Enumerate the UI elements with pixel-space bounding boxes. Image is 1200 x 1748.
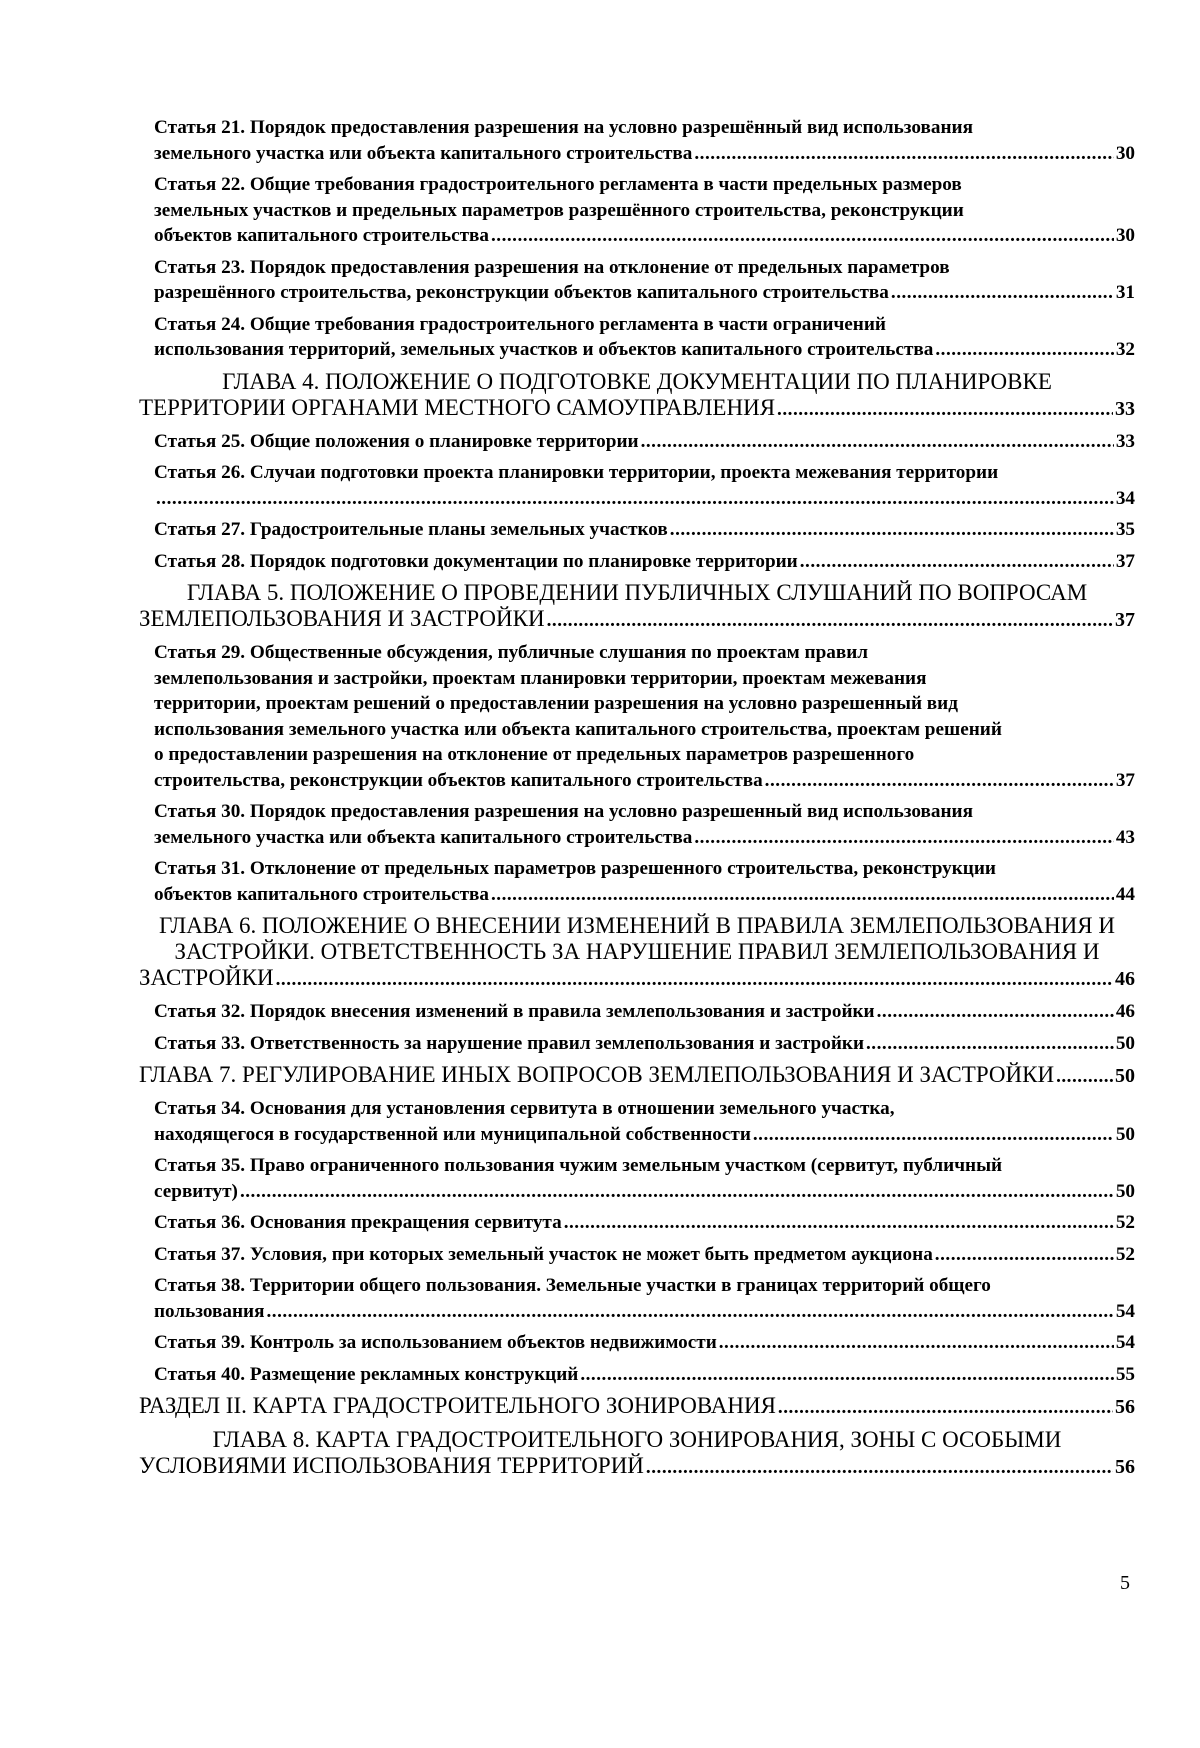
toc-page-number: 55: [1115, 1363, 1135, 1385]
toc-article-entry[interactable]: [139, 1330, 1135, 1356]
toc-entry-line: Статья 38. Территории общего пользования. Земельные участки в границах территорий общего: [154, 1275, 991, 1296]
toc-article-entry[interactable]: [139, 1210, 1135, 1236]
toc-entry-line: Статья 21. Порядок предоставления разрешения на условно разрешённый вид использования: [154, 117, 973, 138]
toc-entry-last-line: [154, 223, 1135, 249]
toc-entry-last-line: [154, 280, 1135, 306]
toc-page-number: 32: [1115, 339, 1135, 360]
toc-page-number: 37: [1115, 609, 1135, 631]
toc-entry-line: о предоставлении разрешения на отклонение от предельных параметров разрешенного: [154, 744, 915, 765]
toc-entry-title: Статья 37. Условия, при которых земельный участок не может быть предметом аукциона: [154, 1243, 933, 1265]
dot-leader: [935, 1242, 1114, 1268]
toc-article-entry[interactable]: [139, 1362, 1135, 1388]
toc-page-number: 54: [1115, 1300, 1135, 1322]
toc-entry-last-line: [139, 606, 1135, 634]
dot-leader: [800, 549, 1114, 575]
toc-page-number: 44: [1115, 883, 1135, 905]
dot-leader: [694, 825, 1113, 851]
toc-article-entry[interactable]: [139, 549, 1135, 575]
toc-article-entry[interactable]: [139, 799, 1135, 850]
toc-entry-line: ЗАСТРОЙКИ. ОТВЕТСТВЕННОСТЬ ЗА НАРУШЕНИЕ ПРАВИЛ ЗЕМЛЕПОЛЬЗОВАНИЯ И: [174, 939, 1100, 964]
toc-entry-line: Статья 31. Отклонение от предельных параметров разрешенного строительства, реконструкции: [154, 858, 996, 879]
dot-leader: [866, 1031, 1114, 1057]
toc-page-number: 52: [1115, 1243, 1135, 1265]
toc-entry-last-line: [154, 1299, 1135, 1325]
dot-leader: [765, 768, 1114, 794]
toc-entry-last-line: [139, 1393, 1135, 1421]
toc-page-number: 56: [1115, 1396, 1135, 1418]
toc-entry-line: Статья 30. Порядок предоставления разрешения на условно разрешенный вид использования: [154, 801, 973, 822]
toc-article-entry[interactable]: [139, 856, 1135, 907]
toc-page-number: 31: [1115, 282, 1135, 303]
page-number: 5: [1120, 1572, 1130, 1594]
toc-entry-title: Статья 28. Порядок подготовки документации по планировке территории: [154, 550, 798, 572]
toc-entry-line: использования земельного участка или объекта капитального строительства, проектам решений: [154, 718, 1002, 740]
toc-entry-last-line: [139, 1062, 1135, 1090]
toc-entry-last-line: [154, 429, 1135, 455]
toc-entry-last-line: [154, 141, 1135, 167]
toc-entry-title: земельного участка или объекта капитального строительства: [154, 826, 693, 848]
toc-entry-line: территории, проектам решений о предоставлении разрешения на условно разрешенный вид: [154, 693, 958, 714]
toc-entry-last-line: [154, 1362, 1135, 1388]
toc-entry-title: объектов капитального строительства: [154, 883, 489, 905]
toc-page-number: 30: [1115, 225, 1135, 246]
toc-entry-title: разрешённого строительства, реконструкции объектов капитального строительства: [154, 282, 889, 303]
toc-entry-title: Статья 32. Порядок внесения изменений в правила землепользования и застройки: [154, 1001, 875, 1022]
dot-leader: [753, 1122, 1114, 1148]
toc-article-entry[interactable]: [139, 640, 1135, 793]
toc-page-number: 34: [1115, 487, 1135, 509]
toc-entry-line: Статья 26. Случаи подготовки проекта планировки территории, проекта межевания территории: [154, 462, 999, 483]
toc-entry-last-line: [139, 395, 1135, 423]
toc-entry-title: объектов капитального строительства: [154, 225, 489, 246]
toc-entry-last-line: [139, 965, 1135, 993]
toc-entry-title: РАЗДЕЛ II. КАРТА ГРАДОСТРОИТЕЛЬНОГО ЗОНИРОВАНИЯ: [139, 1393, 776, 1418]
toc-page-number: 33: [1115, 397, 1135, 420]
dot-leader: [935, 337, 1113, 363]
toc-entry-title: ЗЕМЛЕПОЛЬЗОВАНИЯ И ЗАСТРОЙКИ: [139, 606, 545, 631]
toc-entry-last-line: [154, 517, 1135, 543]
toc-chapter-entry[interactable]: [139, 1393, 1135, 1421]
toc-entry-line: Статья 34. Основания для установления сервитута в отношении земельного участка,: [154, 1098, 895, 1119]
toc-entry-line: Статья 24. Общие требования градостроительного регламента в части ограничений: [154, 313, 886, 335]
dot-leader: [564, 1210, 1114, 1236]
table-of-contents: [139, 115, 1135, 1487]
toc-entry-last-line: [154, 1210, 1135, 1236]
dot-leader: [547, 608, 1113, 634]
toc-page-number: 33: [1115, 430, 1135, 452]
toc-article-entry[interactable]: [139, 1153, 1135, 1204]
dot-leader: [240, 1179, 1114, 1205]
dot-leader: [646, 1455, 1113, 1481]
dot-leader: [694, 141, 1113, 167]
toc-entry-title: ТЕРРИТОРИИ ОРГАНАМИ МЕСТНОГО САМОУПРАВЛЕНИЯ: [139, 394, 776, 420]
toc-entry-line: Статья 35. Право ограниченного пользования чужим земельным участком (сервитут, публичный: [154, 1155, 1003, 1176]
toc-entry-line: Статья 23. Порядок предоставления разрешения на отклонение от предельных параметров: [154, 256, 950, 278]
dot-leader: [670, 517, 1114, 543]
toc-entry-last-line: [154, 825, 1135, 851]
toc-page-number: 37: [1115, 769, 1135, 791]
toc-entry-line: Статья 22. Общие требования градостроительного регламента в части предельных размеров: [154, 174, 962, 195]
toc-article-entry[interactable]: [139, 312, 1135, 363]
toc-entry-title: пользования: [154, 1300, 265, 1322]
dot-leader: [778, 1395, 1113, 1421]
toc-entry-line: земельных участков и предельных параметров разрешённого строительства, реконструкции: [154, 199, 964, 221]
toc-entry-last-line: [154, 882, 1135, 908]
dot-leader: [777, 397, 1113, 423]
toc-entry-line: ГЛАВА 5. ПОЛОЖЕНИЕ О ПРОВЕДЕНИИ ПУБЛИЧНЫХ СЛУШАНИЙ ПО ВОПРОСАМ: [186, 580, 1088, 605]
toc-page-number: 50: [1115, 1032, 1135, 1054]
toc-page-number: 46: [1115, 968, 1135, 990]
toc-entry-last-line: [154, 999, 1135, 1025]
dot-leader: [719, 1330, 1114, 1356]
dot-leader: [1056, 1064, 1113, 1090]
toc-article-entry[interactable]: [139, 1273, 1135, 1324]
toc-entry-last-line: [154, 486, 1135, 512]
toc-entry-title: земельного участка или объекта капитального строительства: [154, 142, 693, 164]
toc-article-entry[interactable]: [139, 255, 1135, 306]
toc-entry-line: Статья 29. Общественные обсуждения, публичные слушания по проектам правил: [154, 642, 869, 663]
toc-entry-title: Статья 36. Основания прекращения сервитута: [154, 1212, 562, 1233]
toc-page-number: 56: [1115, 1456, 1135, 1478]
toc-article-entry[interactable]: [139, 517, 1135, 543]
toc-entry-title: Статья 40. Размещение рекламных конструкций: [154, 1363, 579, 1385]
toc-article-entry[interactable]: [139, 460, 1135, 511]
toc-page-number: 52: [1115, 1212, 1135, 1233]
toc-article-entry[interactable]: [139, 172, 1135, 249]
dot-leader: [877, 999, 1114, 1025]
toc-entry-title: Статья 25. Общие положения о планировке территории: [154, 430, 639, 452]
dot-leader: [641, 429, 1114, 455]
toc-entry-line: ГЛАВА 4. ПОЛОЖЕНИЕ О ПОДГОТОВКЕ ДОКУМЕНТАЦИИ ПО ПЛАНИРОВКЕ: [222, 368, 1052, 394]
toc-entry-last-line: [154, 1031, 1135, 1057]
dot-leader: [266, 1299, 1113, 1325]
toc-page-number: 54: [1115, 1332, 1135, 1353]
toc-entry-title: сервитут): [154, 1180, 238, 1202]
toc-chapter-entry[interactable]: [139, 1062, 1135, 1090]
dot-leader: [156, 486, 1114, 512]
toc-page-number: 50: [1115, 1123, 1135, 1145]
toc-chapter-entry[interactable]: [139, 913, 1135, 993]
toc-entry-last-line: [154, 1330, 1135, 1356]
toc-page-number: 50: [1115, 1180, 1135, 1202]
dot-leader: [491, 223, 1114, 249]
toc-page-number: 35: [1115, 519, 1135, 540]
toc-entry-last-line: [154, 1242, 1135, 1268]
toc-entry-title: строительства, реконструкции объектов капитального строительства: [154, 769, 763, 791]
toc-entry-title: Статья 27. Градостроительные планы земельных участков: [154, 519, 668, 540]
dot-leader: [891, 280, 1114, 306]
toc-entry-last-line: [154, 549, 1135, 575]
toc-entry-last-line: [139, 1453, 1135, 1481]
toc-article-entry[interactable]: [139, 1242, 1135, 1268]
toc-entry-title: УСЛОВИЯМИ ИСПОЛЬЗОВАНИЯ ТЕРРИТОРИЙ: [139, 1453, 644, 1478]
toc-entry-last-line: [154, 768, 1135, 794]
toc-entry-last-line: [154, 1179, 1135, 1205]
dot-leader: [276, 967, 1113, 993]
toc-article-entry[interactable]: [139, 1096, 1135, 1147]
toc-entry-title: находящегося в государственной или муниципальной собственности: [154, 1123, 751, 1145]
toc-entry-last-line: [154, 337, 1135, 363]
toc-entry-title: Статья 33. Ответственность за нарушение правил землепользования и застройки: [154, 1032, 864, 1054]
toc-entry-title: ГЛАВА 7. РЕГУЛИРОВАНИЕ ИНЫХ ВОПРОСОВ ЗЕМЛЕПОЛЬЗОВАНИЯ И ЗАСТРОЙКИ: [139, 1062, 1055, 1087]
toc-page-number: 50: [1115, 1065, 1135, 1087]
dot-leader: [580, 1362, 1113, 1388]
toc-chapter-entry[interactable]: [139, 369, 1135, 423]
toc-page-number: 43: [1115, 826, 1135, 848]
dot-leader: [491, 882, 1114, 908]
toc-article-entry[interactable]: [139, 1031, 1135, 1057]
toc-entry-title: ЗАСТРОЙКИ: [139, 965, 274, 990]
toc-article-entry[interactable]: [139, 999, 1135, 1025]
toc-chapter-entry[interactable]: [139, 1427, 1135, 1481]
toc-article-entry[interactable]: [139, 429, 1135, 455]
toc-entry-title: Статья 39. Контроль за использованием объектов недвижимости: [154, 1332, 717, 1353]
toc-entry-last-line: [154, 1122, 1135, 1148]
toc-page-number: 46: [1115, 1001, 1135, 1022]
toc-article-entry[interactable]: [139, 115, 1135, 166]
toc-page-number: 37: [1115, 550, 1135, 572]
toc-entry-line: ГЛАВА 8. КАРТА ГРАДОСТРОИТЕЛЬНОГО ЗОНИРОВАНИЯ, ЗОНЫ С ОСОБЫМИ: [212, 1427, 1062, 1452]
toc-entry-line: ГЛАВА 6. ПОЛОЖЕНИЕ О ВНЕСЕНИИ ИЗМЕНЕНИЙ В ПРАВИЛА ЗЕМЛЕПОЛЬЗОВАНИЯ И: [159, 913, 1115, 938]
toc-chapter-entry[interactable]: [139, 580, 1135, 634]
toc-page-number: 30: [1115, 142, 1135, 164]
toc-entry-line: землепользования и застройки, проектам планировки территории, проектам межевания: [154, 667, 927, 689]
toc-entry-title: использования территорий, земельных участков и объектов капитального строительства: [154, 339, 934, 360]
